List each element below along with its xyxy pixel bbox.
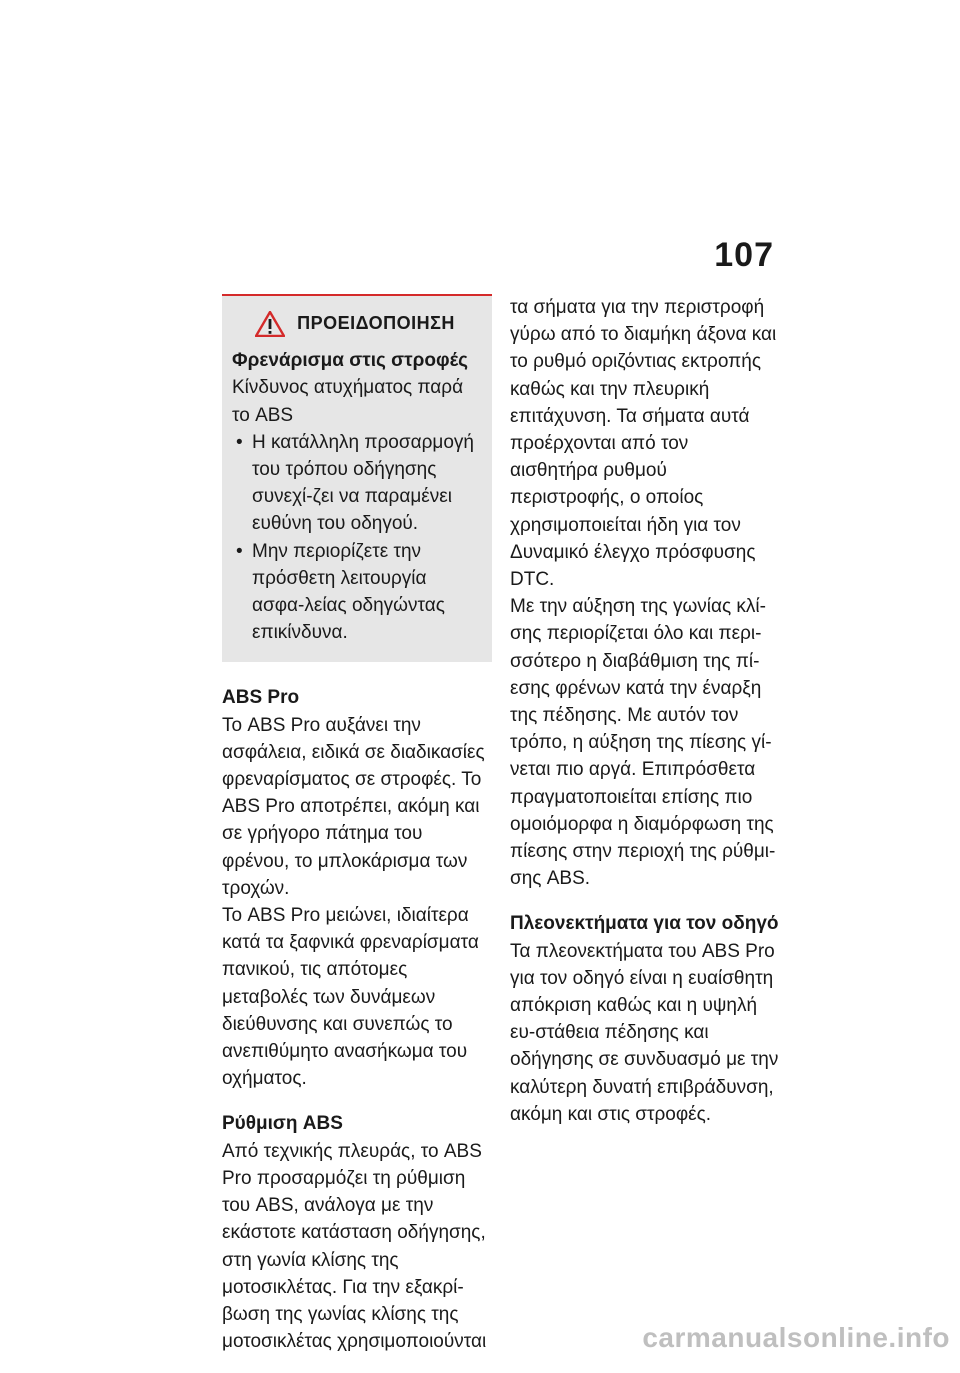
warning-title: ΠΡΟΕΙΔΟΠΟΙΗΣΗ — [297, 313, 455, 333]
warning-header — [232, 310, 478, 337]
section-heading: ABS Pro — [222, 687, 300, 709]
section-abs-pro — [222, 684, 492, 1092]
right-column — [510, 294, 780, 1146]
warning-box — [222, 294, 492, 662]
section-heading: Ρύθμιση ABS — [222, 1113, 343, 1135]
paragraph: Το ABS Pro μειώνει, ιδιαίτερα κατά τα ξαφνικά φρεναρίσματα πανικού, τις απότομες μεταβολές των δυνάμεων διεύθυνσης και συνεπώς το ανεπιθύμητο ανασήκωμα του οχήματος. — [222, 905, 479, 1090]
warning-bullet-list — [232, 429, 478, 647]
left-column — [222, 294, 492, 1373]
warning-bullet: • Η κατάλληλη προσαρμογή του τρόπου οδήγησης συνεχί-ζει να παραμένει ευθύνη του οδηγού. — [232, 429, 478, 538]
warning-bullet: • Μην περιορίζετε την πρόσθετη λειτουργία ασφα-λείας οδηγώντας επικίνδυνα. — [232, 538, 478, 647]
page-number: 107 — [714, 236, 774, 274]
paragraph: Από τεχνικής πλευράς, το ABS Pro προσαρμόζει τη ρύθμιση του ABS, ανάλογα με την εκάστοτε κατάσταση οδήγησης, στη γωνία κλίσης της μοτοσικλέτας. Για την εξακρί-βωση της γωνίας κλίσης της μοτοσικλέτας χρησιμοποιούνται — [222, 1140, 487, 1353]
section-abs-setting — [222, 1110, 492, 1355]
watermark: carmanualsonline.info — [642, 1322, 950, 1353]
warning-triangle-icon — [255, 311, 285, 337]
section-driver-benefits — [510, 910, 780, 1128]
paragraph: Το ABS Pro αυξάνει την ασφάλεια, ειδικά σε διαδικασίες φρεναρίσματος σε στροφές. Το ABS Pro αποτρέπει, ακόμη και σε γρήγορο πάτημα του φρένου, το μπλοκάρισμα των τροχών. — [222, 714, 485, 899]
paragraph: τα σήματα για την περιστροφή γύρω από το διαμήκη άξονα και το ρυθμό οριζόντιας εκτροπής καθώς και την πλευρική επιτάχυνση. Τα σήματα αυτά προέρχονται από τον αισθητήρα ρυθμού περιστροφής, ο οποίος χρησιμοποιείται ήδη για τον Δυναμικό έλεγχο πρόσφυσης DTC. — [510, 297, 777, 591]
warning-subtitle: Φρενάρισμα στις στροφές — [232, 350, 469, 372]
warning-intro: Κίνδυνος ατυχήματος παρά το ABS — [232, 377, 464, 426]
section-heading: Πλεονεκτήματα για τον οδηγό — [510, 913, 779, 935]
paragraph: Τα πλεονεκτήματα του ABS Pro για τον οδηγό είναι η ευαίσθητη απόκριση καθώς και η υψηλή ευ-στάθεια πέδησης και οδήγησης σε συνδυασμό με την καλύτερη δυνατή επιβράδυνση, ακόμη και στις στροφές. — [510, 940, 779, 1125]
paragraph: Με την αύξηση της γωνίας κλί-σης περιορίζεται όλο και περι-σσότερο η διαβάθμιση της πί-εσης φρένων κατά την έναρξη της πέδησης. Με αυτόν τον τρόπο, η αύξηση της πίεσης γί-νεται πιο αργά. Επιπρόσθετα πραγματοποιείται επίσης πιο ομοιόμορφα η διαμόρφωση της πίεσης στην περιοχή της ρύθμι-σης ABS. — [510, 596, 776, 890]
continued-text — [510, 294, 780, 892]
